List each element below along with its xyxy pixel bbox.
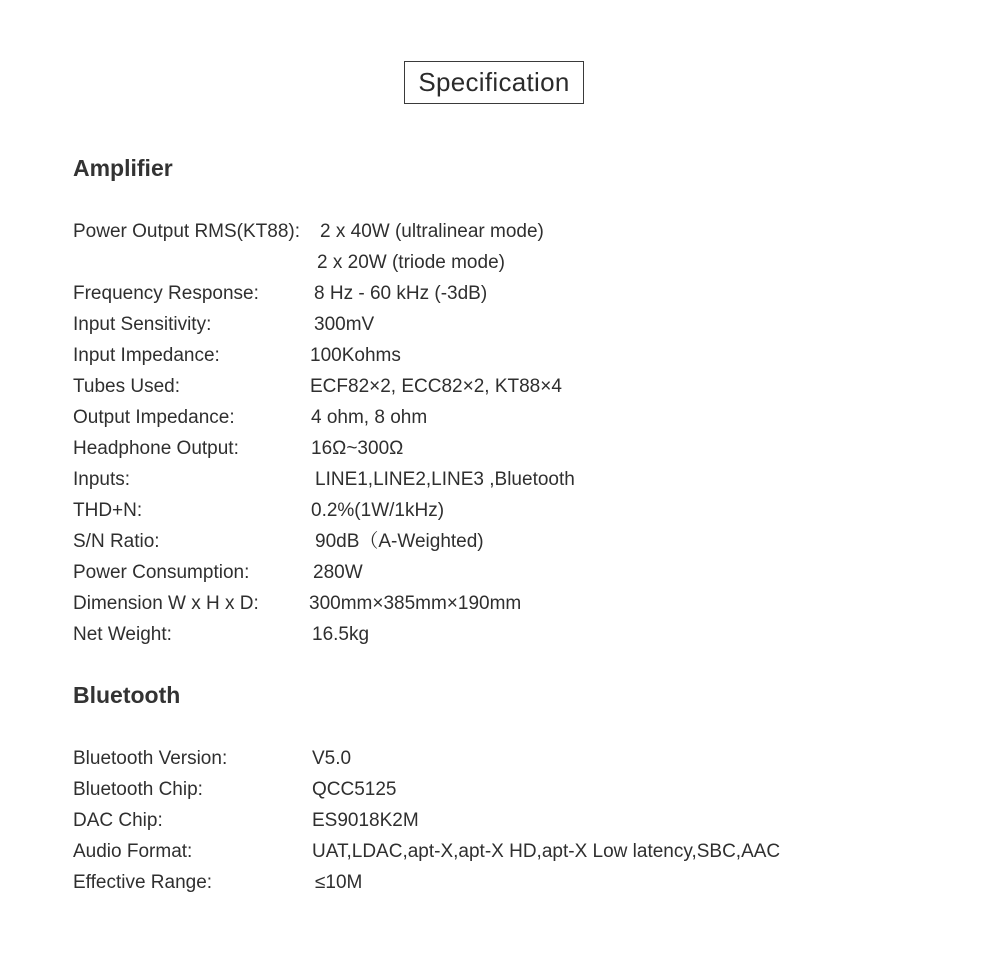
bluetooth-heading: Bluetooth xyxy=(73,682,181,708)
spec-label: Net Weight: xyxy=(73,624,172,645)
spec-value: ECF82×2, ECC82×2, KT88×4 xyxy=(310,376,562,397)
spec-label: Headphone Output: xyxy=(73,438,239,459)
spec-label: Input Impedance: xyxy=(73,345,220,366)
spec-label: Input Sensitivity: xyxy=(73,314,212,335)
amplifier-heading: Amplifier xyxy=(73,155,173,181)
spec-label: DAC Chip: xyxy=(73,810,163,831)
spec-value: 100Kohms xyxy=(310,345,401,366)
spec-value: 2 x 40W (ultralinear mode) xyxy=(320,221,544,242)
spec-value: LINE1,LINE2,LINE3 ,Bluetooth xyxy=(315,469,575,490)
spec-value: 2 x 20W (triode mode) xyxy=(317,252,505,273)
spec-label: Bluetooth Chip: xyxy=(73,779,203,800)
spec-label: Effective Range: xyxy=(73,872,213,893)
spec-value: 300mV xyxy=(314,314,375,335)
spec-label: Power Consumption: xyxy=(73,562,250,583)
spec-value: 16Ω~300Ω xyxy=(311,438,404,459)
spec-label: Bluetooth Version: xyxy=(73,748,228,769)
spec-value: 8 Hz - 60 kHz (-3dB) xyxy=(314,283,488,304)
spec-label: Output Impedance: xyxy=(73,407,235,428)
spec-label: Tubes Used: xyxy=(73,376,181,397)
spec-value: ES9018K2M xyxy=(312,810,419,831)
spec-value: 280W xyxy=(313,562,363,583)
page-title: Specification xyxy=(404,61,584,104)
spec-value: V5.0 xyxy=(312,748,352,769)
spec-label: S/N Ratio: xyxy=(73,531,160,552)
spec-value: QCC5125 xyxy=(312,779,397,800)
spec-value: 16.5kg xyxy=(312,624,370,645)
spec-label: Dimension W x H x D: xyxy=(73,593,259,614)
spec-label: Power Output RMS(KT88): xyxy=(73,221,301,242)
spec-label: Inputs: xyxy=(73,469,131,490)
spec-value: ≤10M xyxy=(315,872,363,893)
spec-value: 300mm×385mm×190mm xyxy=(309,593,522,614)
spec-value: UAT,LDAC,apt-X,apt-X HD,apt-X Low latency,SBC,AAC xyxy=(312,841,781,862)
spec-value: 4 ohm, 8 ohm xyxy=(311,407,428,428)
spec-value: 90dB（A-Weighted) xyxy=(315,531,484,552)
spec-label: Audio Format: xyxy=(73,841,193,862)
spec-value: 0.2%(1W/1kHz) xyxy=(311,500,445,521)
spec-label: THD+N: xyxy=(73,500,143,521)
spec-label: Frequency Response: xyxy=(73,283,259,304)
